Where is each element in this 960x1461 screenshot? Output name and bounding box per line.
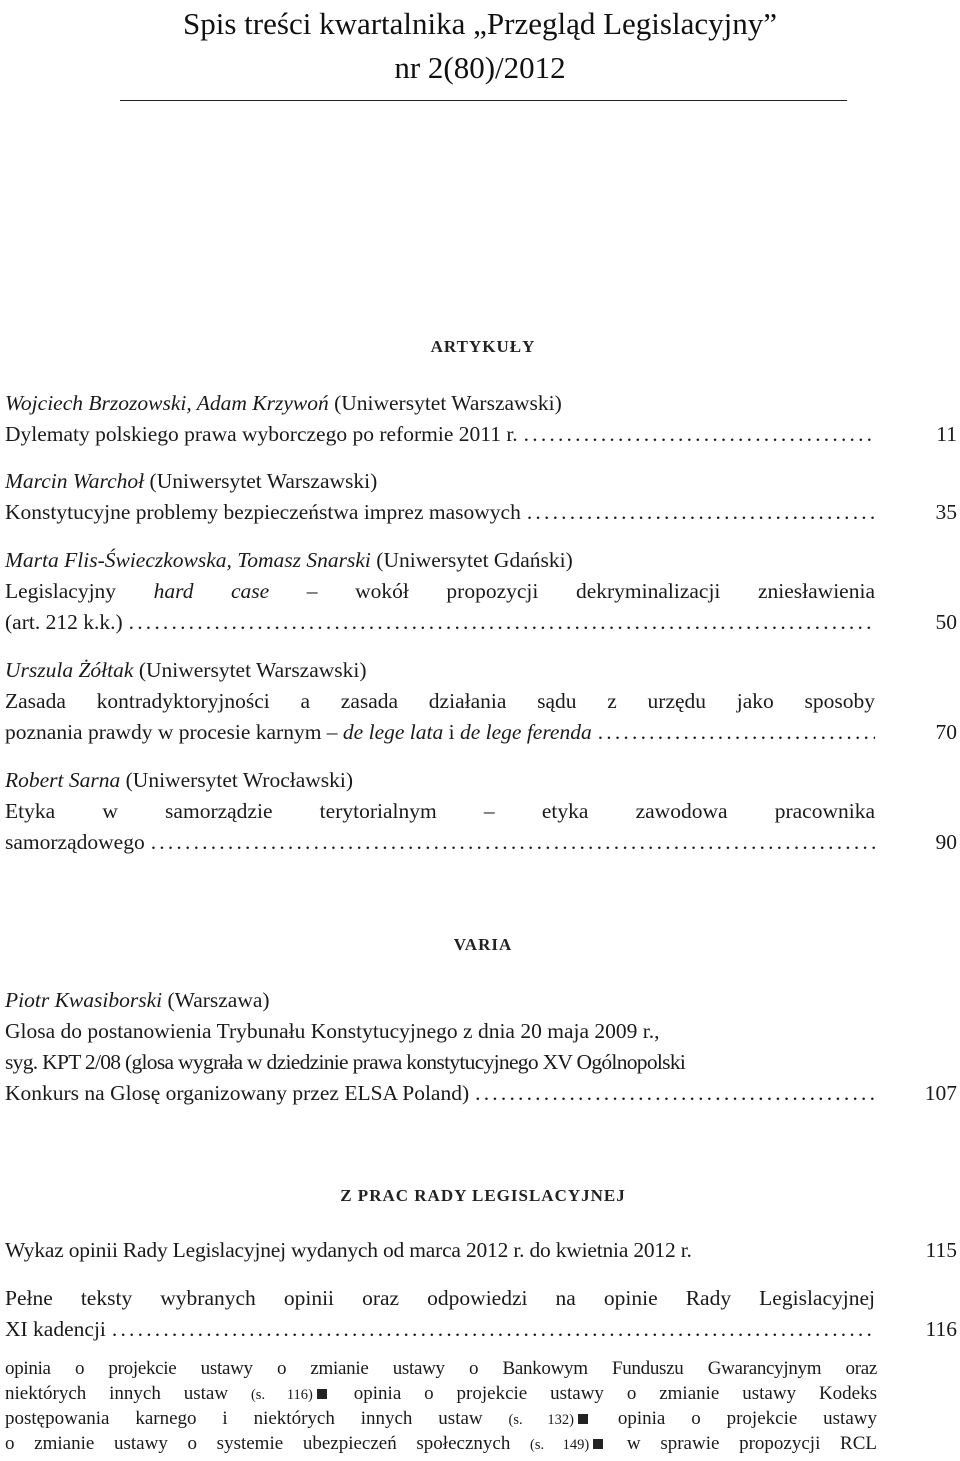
opinions-line-4a: o zmianie ustawy o systemie ubezpieczeń społecznych xyxy=(5,1433,531,1454)
entry-4-page: 70 xyxy=(935,720,957,744)
entry-4-title-2b: de lege lata xyxy=(342,720,444,744)
entry-4-byline xyxy=(5,655,875,686)
entry-1-authors: Wojciech Brzozowski, Adam Krzywoń xyxy=(5,391,329,415)
entry-2-title: Konstytucyjne problemy bezpieczeństwa imprez masowych xyxy=(5,500,521,524)
entry-2-affiliation: (Uniwersytet Warszawski) xyxy=(144,469,378,493)
dot-leader xyxy=(592,717,875,748)
opinions-line-3 xyxy=(5,1406,877,1432)
entry-3-authors: Marta Flis-Świeczkowska, Tomasz Snarski xyxy=(5,548,371,572)
entry-8-title-line-2 xyxy=(5,1314,875,1345)
entry-6-authors: Piotr Kwasiborski xyxy=(5,988,163,1012)
entry-6-title-line-3 xyxy=(5,1078,875,1109)
entry-2-byline xyxy=(5,466,875,497)
entry-1-affiliation: (Uniwersytet Warszawski) xyxy=(328,391,562,415)
entry-6-title-line-2: syg. KPT 2/08 (glosa wygrała w dziedzinie prawa konstytucyjnego XV Ogólnopolski xyxy=(5,1050,686,1074)
opinions-line-3a: postępowania karnego i niektórych innych ustaw xyxy=(5,1408,509,1429)
entry-6-title-line-1: Glosa do postanowienia Trybunału Konstytucyjnego z dnia 20 maja 2009 r., xyxy=(5,1019,660,1043)
entry-4-title-2 xyxy=(5,717,592,748)
entry-2-title-line xyxy=(5,497,875,528)
entry-2-page: 35 xyxy=(935,500,957,524)
page-reference: (s. 149) xyxy=(530,1437,590,1453)
black-square-bullet-icon xyxy=(593,1439,603,1449)
entry-1-title-line xyxy=(5,419,875,450)
entry-3-title-b: hard case xyxy=(153,579,270,603)
dot-leader xyxy=(145,827,875,858)
entry-3-affiliation: (Uniwersytet Gdański) xyxy=(370,548,573,572)
entry-4-affiliation: (Uniwersytet Warszawski) xyxy=(133,658,367,682)
opinions-line-4 xyxy=(5,1431,877,1457)
entry-3-title-line-1 xyxy=(5,576,875,607)
black-square-bullet-icon xyxy=(578,1414,588,1424)
entry-3-byline xyxy=(5,545,875,576)
entry-1-byline xyxy=(5,388,875,419)
opinions-line-4b: w sprawie propozycji RCL xyxy=(607,1433,877,1454)
section-heading-rada: Z PRAC RADY LEGISLACYJNEJ xyxy=(340,1186,626,1205)
entry-6-byline xyxy=(5,985,875,1016)
entry-5-byline xyxy=(5,765,875,796)
entry-5-authors: Robert Sarna xyxy=(5,768,121,792)
opinions-line-3b: opinia o projekcie ustawy xyxy=(591,1408,877,1429)
entry-6-affiliation: (Warszawa) xyxy=(162,988,270,1012)
entry-1-title: Dylematy polskiego prawa wyborczego po reformie 2011 r. xyxy=(5,422,518,446)
black-square-bullet-icon xyxy=(317,1389,327,1399)
page-reference: (s. 132) xyxy=(508,1412,574,1428)
entry-8-title-2: XI kadencji xyxy=(5,1317,106,1341)
entry-6-page: 107 xyxy=(924,1081,957,1105)
opinions-line-2a: niektórych innych ustaw xyxy=(5,1383,251,1404)
title-line-1: Spis treści kwartalnika „Przegląd Legislacyjny” xyxy=(183,6,777,41)
section-heading-varia: VARIA xyxy=(453,935,513,954)
entry-4-authors: Urszula Żółtak xyxy=(5,658,134,682)
entry-8-title-line-1: Pełne teksty wybranych opinii oraz odpowiedzi na opinie Rady Legislacyjnej xyxy=(5,1286,875,1310)
entry-4-title-line-1: Zasada kontradyktoryjności a zasada działania sądu z urzędu jako sposoby xyxy=(5,689,875,713)
entry-3-title-c: – wokół propozycji dekryminalizacji zniesławienia xyxy=(269,579,875,603)
entry-3-title-2: (art. 212 k.k.) xyxy=(5,610,123,634)
entry-6-title-3: Konkurs na Glosę organizowany przez ELSA Poland) xyxy=(5,1081,470,1105)
section-heading-artykuly: ARTYKUŁY xyxy=(430,337,536,356)
entry-3-page: 50 xyxy=(935,610,957,634)
opinions-line-1: opinia o projekcie ustawy o zmianie ustawy o Bankowym Funduszu Gwarancyjnym oraz xyxy=(5,1358,877,1379)
dot-leader xyxy=(518,419,875,450)
dot-leader xyxy=(123,607,875,638)
entry-4-title-2a: poznania prawdy w procesie karnym – xyxy=(5,720,343,744)
entry-1-page: 11 xyxy=(936,422,957,446)
opinions-line-2b: opinia o projekcie ustawy o zmianie ustawy Kodeks xyxy=(330,1383,878,1404)
entry-3-title-line-2 xyxy=(5,607,875,638)
entry-8-page: 116 xyxy=(925,1317,957,1341)
entry-5-title-2: samorządowego xyxy=(5,830,145,854)
title-line-2: nr 2(80)/2012 xyxy=(394,50,566,85)
dot-leader xyxy=(521,497,875,528)
entry-5-title-line-2 xyxy=(5,827,875,858)
entry-5-title-line-1: Etyka w samorządzie terytorialnym – etyka zawodowa pracownika xyxy=(5,799,875,823)
opinions-line-2 xyxy=(5,1381,877,1407)
entry-7-title: Wykaz opinii Rady Legislacyjnej wydanych od marca 2012 r. do kwietnia 2012 r. xyxy=(5,1238,692,1262)
document-title xyxy=(0,2,960,90)
title-divider xyxy=(120,100,847,101)
entry-7-page: 115 xyxy=(925,1238,957,1262)
dot-leader xyxy=(469,1078,875,1109)
entry-2-authors: Marcin Warchoł xyxy=(5,469,145,493)
entry-4-title-2d: de lege ferenda xyxy=(459,720,592,744)
entry-4-title-line-2 xyxy=(5,717,875,748)
dot-leader xyxy=(106,1314,875,1345)
page-reference: (s. 116) xyxy=(250,1387,313,1403)
entry-3-title-a: Legislacyjny xyxy=(5,579,154,603)
entry-5-page: 90 xyxy=(935,830,957,854)
entry-4-title-2c: i xyxy=(443,720,460,744)
entry-5-affiliation: (Uniwersytet Wrocławski) xyxy=(120,768,354,792)
